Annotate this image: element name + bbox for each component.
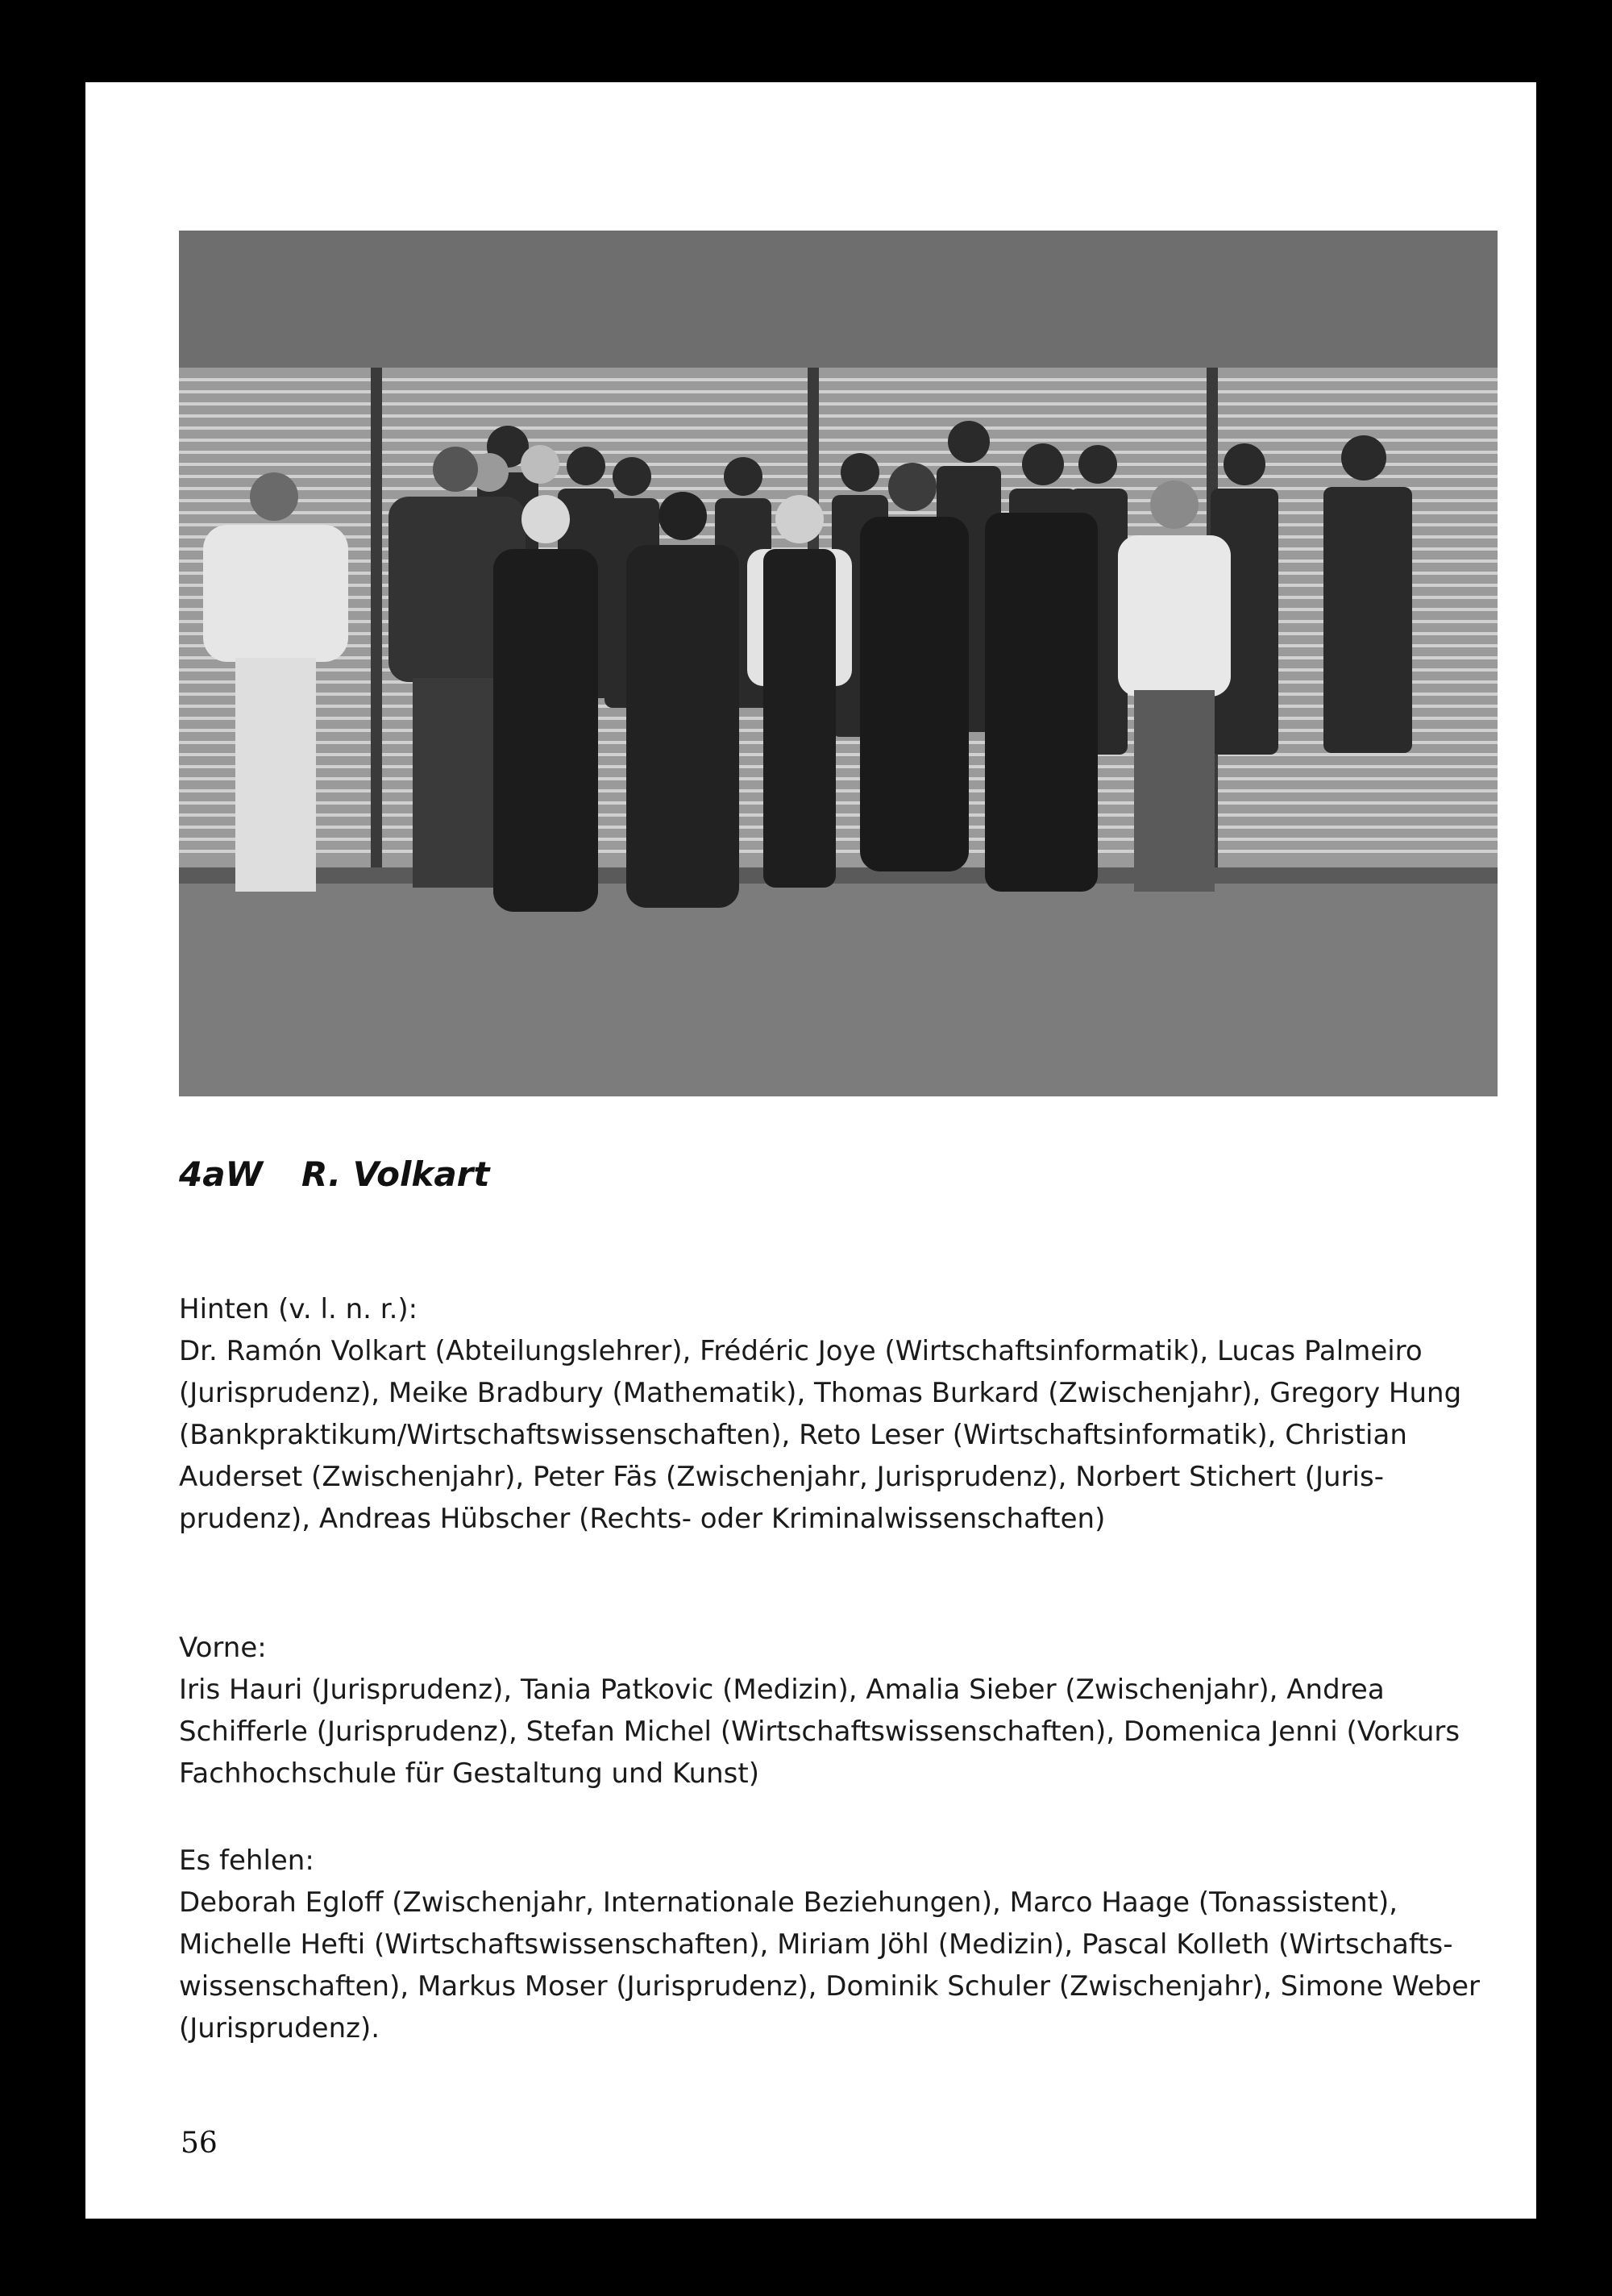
class-heading <box>179 1154 489 1219</box>
class-teacher: R. Volkart <box>301 1154 490 1194</box>
class-code: 4aW <box>179 1154 263 1194</box>
group-photo <box>179 231 1498 1096</box>
group-photo-image <box>179 231 1498 1096</box>
section-vorne <box>179 1627 1509 1795</box>
section-hinten <box>179 1288 1509 1540</box>
section-hinten-label: Hinten (v. l. n. r.): <box>179 1293 418 1325</box>
section-vorne-text: Iris Hauri (Jurisprudenz), Tania Patkovic (Medizin), Amalia Sieber (Zwischenjahr), Andrea Schifferle (Jurisprudenz), Stefan Michel (Wirtschaftswissenschaften), Domenica Jenni (Vorkurs Fachhochschule für Gestaltung und Kunst) <box>179 1674 1460 1790</box>
section-vorne-label: Vorne: <box>179 1632 267 1664</box>
page-number: 56 <box>181 2127 218 2160</box>
section-fehlen-text: Deborah Egloff (Zwischenjahr, Internationale Beziehungen), Marco Haage (Tonassistent), Michelle Hefti (Wirtschaftswissenschaften), Miriam Jöhl (Medizin), Pascal Kolleth (Wirtschafts-wissenschaften), Markus Moser (Jurisprudenz), Dominik Schuler (Zwischenjahr), Simone Weber (Jurisprudenz). <box>179 1886 1481 2044</box>
section-fehlen <box>179 1840 1509 2049</box>
section-fehlen-label: Es fehlen: <box>179 1845 314 1877</box>
document-page <box>85 82 1536 2219</box>
section-hinten-text: Dr. Ramón Volkart (Abteilungslehrer), Frédéric Joye (Wirtschaftsinformatik), Lucas Palmeiro (Jurisprudenz), Meike Bradbury (Mathematik), Thomas Burkard (Zwischenjahr), Gregory Hung (Bankpraktikum/Wirtschaftswissenschaften), Reto Leser (Wirtschaftsinformatik), Christian Auderset (Zwischenjahr), Peter Fäs (Zwischenjahr, Jurisprudenz), Norbert Stichert (Juris-prudenz), Andreas Hübscher (Rechts- oder Kriminalwissenschaften) <box>179 1335 1462 1535</box>
